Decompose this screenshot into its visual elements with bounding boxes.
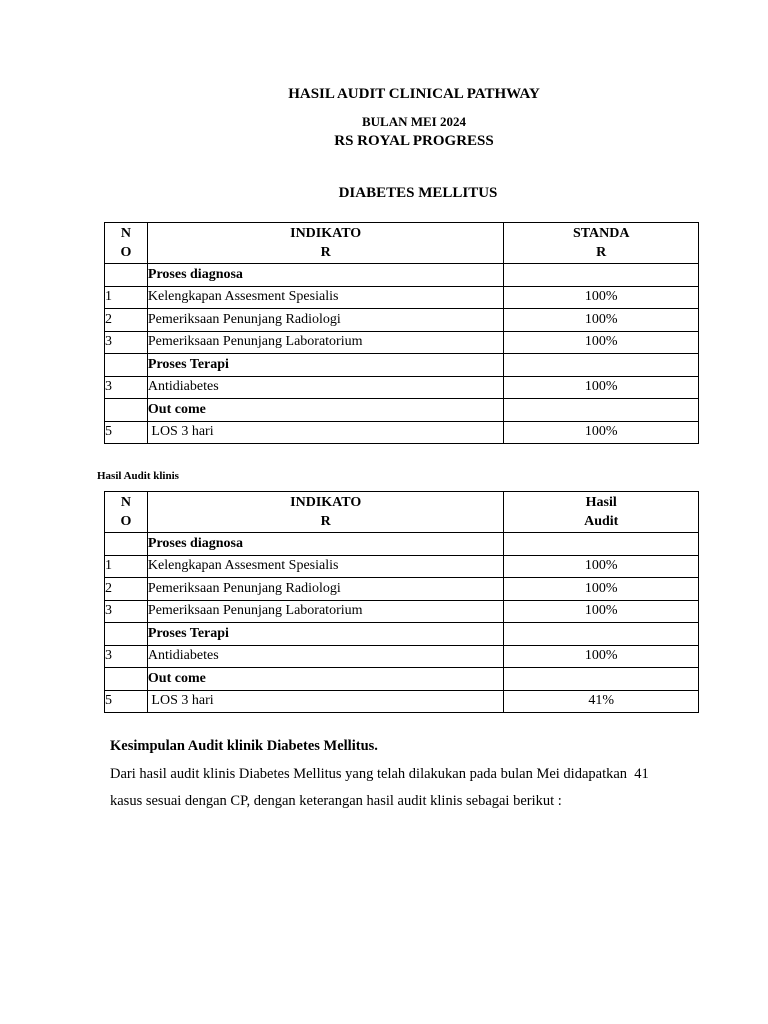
row-number: 3: [105, 376, 148, 399]
table-body: [105, 533, 699, 713]
standard-value: 100%: [504, 421, 699, 444]
header-indicator-line2: R: [320, 514, 331, 529]
row-number: 5: [105, 421, 148, 444]
indicator-name: Antidiabetes: [147, 376, 504, 399]
header-standard-line1: STANDA: [572, 226, 630, 241]
header-indicator-line1: INDIKATO: [290, 226, 362, 241]
section-title: Proses diagnosa: [147, 533, 504, 556]
row-number: [105, 264, 148, 287]
header-audit-result: [504, 492, 699, 533]
row-number: [105, 668, 148, 691]
table-row: [105, 555, 699, 578]
table-row: [105, 286, 699, 309]
audit-result-table: [104, 491, 699, 713]
row-number: [105, 623, 148, 646]
section-title: Out come: [147, 668, 504, 691]
audit-value: [504, 533, 699, 556]
table-row: [105, 645, 699, 668]
header-indicator-line2: R: [320, 245, 331, 260]
header-indicator: [147, 492, 504, 533]
month-subtitle: BULAN MEI 2024: [361, 114, 466, 129]
row-number: 3: [105, 331, 148, 354]
table-header-row: [105, 492, 699, 533]
section-row: [105, 668, 699, 691]
document-title: HASIL AUDIT CLINICAL PATHWAY: [288, 86, 540, 102]
standard-value: 100%: [504, 309, 699, 332]
hospital-name: RS ROYAL PROGRESS: [334, 133, 494, 149]
table-row: [105, 309, 699, 332]
row-number: 3: [105, 600, 148, 623]
indicator-name: Pemeriksaan Penunjang Radiologi: [147, 309, 504, 332]
section-row: [105, 533, 699, 556]
row-number: [105, 399, 148, 422]
audit-value: 100%: [504, 645, 699, 668]
table-body: [105, 264, 699, 444]
section-row: [105, 354, 699, 377]
audit-value: 41%: [504, 690, 699, 713]
header-no-line1: N: [120, 226, 131, 241]
header-audit-line2: Audit: [584, 514, 619, 529]
header-standard: [504, 223, 699, 264]
header-no: [105, 492, 148, 533]
standard-value: 100%: [504, 376, 699, 399]
header-indicator: [147, 223, 504, 264]
row-number: 5: [105, 690, 148, 713]
audit-value: 100%: [504, 600, 699, 623]
audit-value: 100%: [504, 555, 699, 578]
row-number: 1: [105, 286, 148, 309]
row-number: 2: [105, 578, 148, 601]
row-number: [105, 354, 148, 377]
table-header-row: [105, 223, 699, 264]
table-row: [105, 331, 699, 354]
audit-value: [504, 668, 699, 691]
standard-value: [504, 264, 699, 287]
indicator-name: Kelengkapan Assesment Spesialis: [147, 555, 504, 578]
header-no: [105, 223, 148, 264]
table-row: [105, 376, 699, 399]
conclusion-line: Dari hasil audit klinis Diabetes Mellitus yang telah dilakukan pada bulan Mei didapatkan 41: [110, 766, 649, 782]
standard-value: 100%: [504, 331, 699, 354]
standard-value: 100%: [504, 286, 699, 309]
standard-table: [104, 222, 699, 444]
header-no-line2: O: [120, 514, 132, 529]
audit-result-label: Hasil Audit klinis: [97, 470, 179, 482]
indicator-name: Antidiabetes: [147, 645, 504, 668]
row-number: 1: [105, 555, 148, 578]
conclusion-body: [110, 761, 700, 815]
indicator-name: Pemeriksaan Penunjang Radiologi: [147, 578, 504, 601]
standard-value: [504, 399, 699, 422]
section-title: Proses Terapi: [147, 623, 504, 646]
table-row: [105, 421, 699, 444]
header-no-line2: O: [120, 245, 132, 260]
table-row: [105, 690, 699, 713]
section-row: [105, 399, 699, 422]
indicator-name: Kelengkapan Assesment Spesialis: [147, 286, 504, 309]
header-indicator-line1: INDIKATO: [290, 495, 362, 510]
table-row: [105, 600, 699, 623]
section-row: [105, 264, 699, 287]
conclusion-title: Kesimpulan Audit klinik Diabetes Mellitus.: [110, 738, 378, 754]
section-title: Out come: [147, 399, 504, 422]
row-number: [105, 533, 148, 556]
indicator-name: Pemeriksaan Penunjang Laboratorium: [147, 600, 504, 623]
row-number: 2: [105, 309, 148, 332]
header-standard-line2: R: [596, 245, 607, 260]
section-title: Proses Terapi: [147, 354, 504, 377]
section-row: [105, 623, 699, 646]
indicator-name: LOS 3 hari: [147, 690, 504, 713]
row-number: 3: [105, 645, 148, 668]
conclusion-line: kasus sesuai dengan CP, dengan keterangan hasil audit klinis sebagai berikut :: [110, 793, 562, 809]
audit-value: [504, 623, 699, 646]
indicator-name: LOS 3 hari: [147, 421, 504, 444]
standard-value: [504, 354, 699, 377]
section-title: Proses diagnosa: [147, 264, 504, 287]
audit-value: 100%: [504, 578, 699, 601]
disease-title: DIABETES MELLITUS: [338, 185, 498, 201]
header-audit-line1: Hasil: [585, 495, 617, 510]
table-row: [105, 578, 699, 601]
indicator-name: Pemeriksaan Penunjang Laboratorium: [147, 331, 504, 354]
header-no-line1: N: [120, 495, 132, 510]
